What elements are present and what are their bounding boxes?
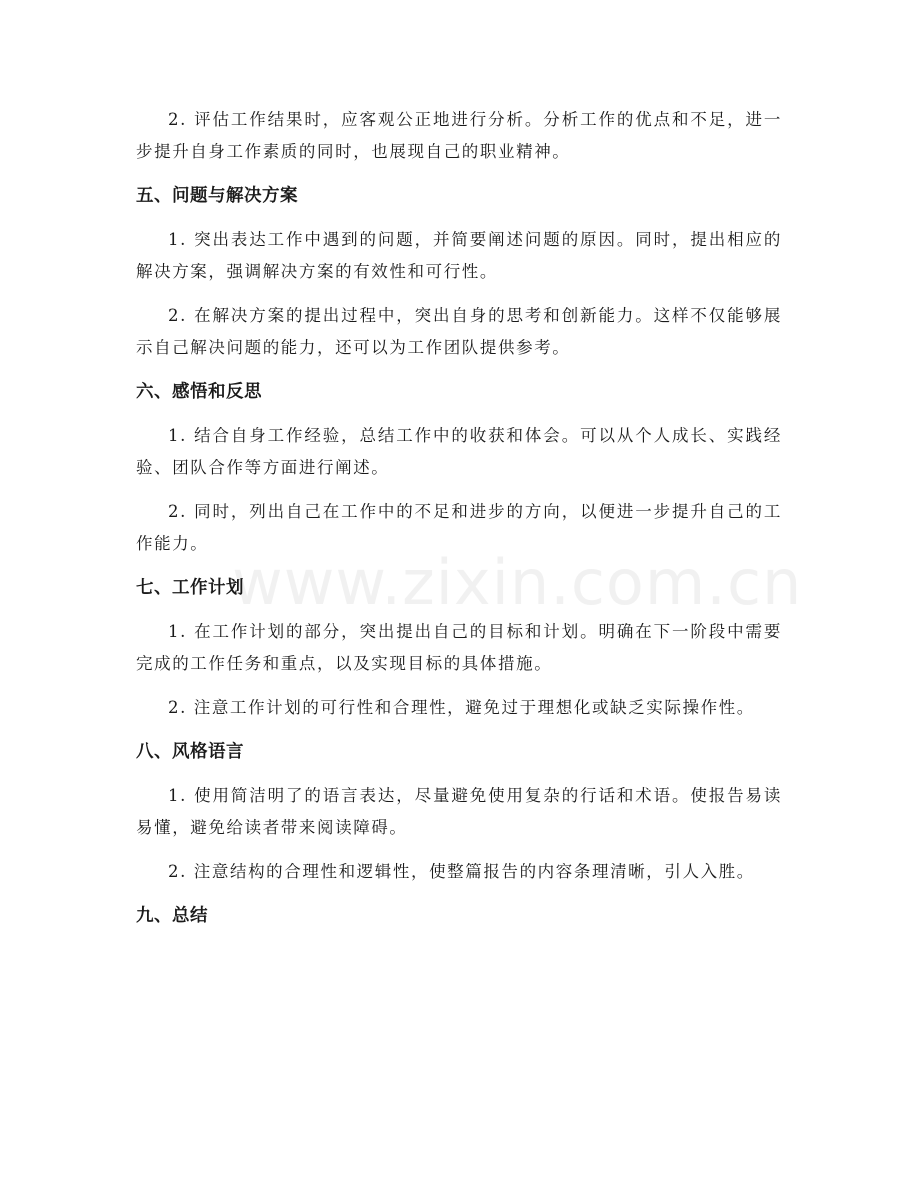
paragraph: 2. 评估工作结果时，应客观公正地进行分析。分析工作的优点和不足，进一步提升自身工作素质的同时，也展现自己的职业精神。 [136, 110, 782, 161]
watermark: www.zixin.com.cn [232, 546, 803, 619]
paragraph: 1. 结合自身工作经验，总结工作中的收获和体会。可以从个人成长、实践经验、团队合作等方面进行阐述。 [136, 426, 782, 477]
paragraph: 1. 在工作计划的部分，突出提出自己的目标和计划。明确在下一阶段中需要完成的工作任务和重点，以及实现目标的具体措施。 [136, 622, 782, 673]
section-heading: 六、感悟和反思 [136, 382, 262, 402]
paragraph: 1. 突出表达工作中遇到的问题，并简要阐述问题的原因。同时，提出相应的解决方案，强调解决方案的有效性和可行性。 [136, 230, 782, 281]
paragraph: 2. 同时，列出自己在工作中的不足和进步的方向，以便进一步提升自己的工作能力。 [136, 502, 782, 553]
document-body [136, 104, 803, 932]
paragraph: 2. 在解决方案的提出过程中，突出自身的思考和创新能力。这样不仅能够展示自己解决问题的能力，还可以为工作团队提供参考。 [136, 306, 782, 357]
section-heading: 八、风格语言 [136, 742, 244, 762]
section-heading: 五、问题与解决方案 [136, 186, 298, 206]
section-heading: 九、总结 [136, 906, 208, 926]
section-heading: 七、工作计划 [136, 578, 244, 598]
paragraph: 2. 注意结构的合理性和逻辑性，使整篇报告的内容条理清晰，引人入胜。 [168, 862, 755, 881]
paragraph: 1. 使用简洁明了的语言表达，尽量避免使用复杂的行话和术语。使报告易读易懂，避免给读者带来阅读障碍。 [136, 786, 782, 837]
paragraph: 2. 注意工作计划的可行性和合理性，避免过于理想化或缺乏实际操作性。 [168, 698, 755, 717]
